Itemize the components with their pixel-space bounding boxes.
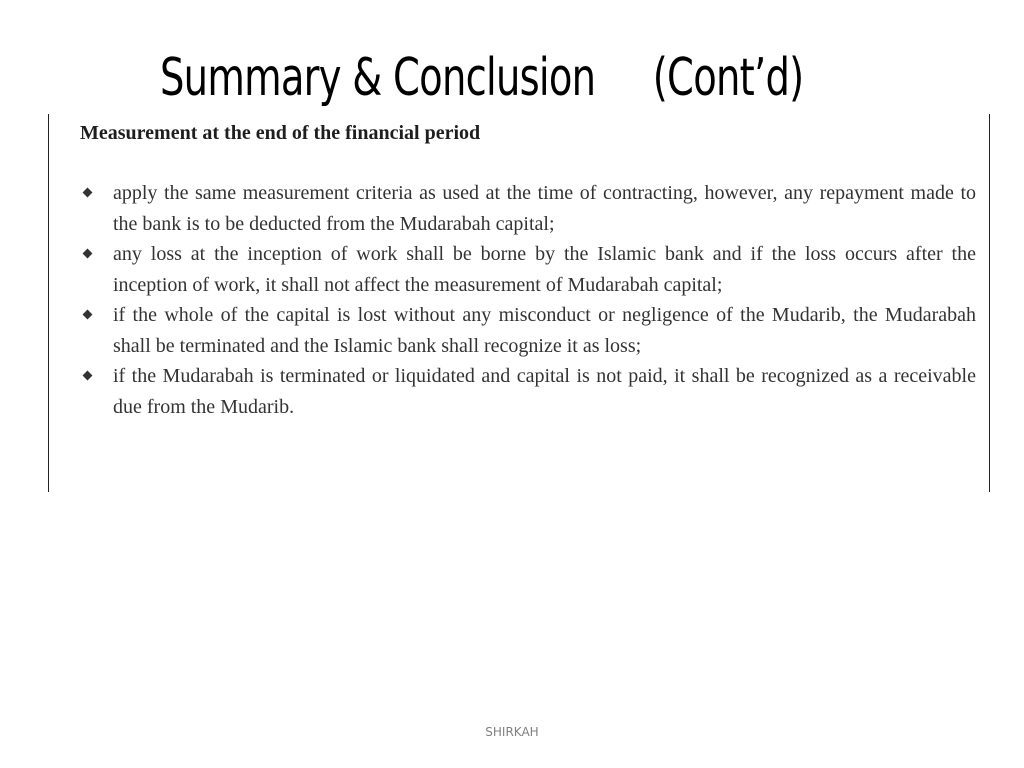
section-heading: Measurement at the end of the financial period	[80, 122, 481, 144]
bullet-text: apply the same measurement criteria as used at the time of contracting, however, any repayment made to the bank is to be deducted from the Mudarabah capital;	[113, 182, 976, 235]
footer-label: SHIRKAH	[485, 725, 539, 739]
bullet-item	[80, 361, 976, 422]
slide-title: Summary & Conclusion (Cont’d)	[160, 48, 804, 108]
content-box	[48, 114, 990, 492]
bullet-text: any loss at the inception of work shall be borne by the Islamic bank and if the loss occurs after the inception of work, it shall not affect the measurement of Mudarabah capital;	[113, 243, 976, 296]
bullet-diamond-icon	[83, 371, 93, 381]
bullet-item	[80, 178, 976, 239]
bullet-item	[80, 300, 976, 361]
bullet-item	[80, 239, 976, 300]
bullet-diamond-icon	[83, 249, 93, 259]
bullet-list	[80, 178, 976, 422]
bullet-diamond-icon	[83, 310, 93, 320]
bullet-text: if the whole of the capital is lost without any misconduct or negligence of the Mudarib, the Mudarabah shall be terminated and the Islamic bank shall recognize it as loss;	[113, 304, 976, 357]
bullet-diamond-icon	[83, 188, 93, 198]
bullet-text: if the Mudarabah is terminated or liquidated and capital is not paid, it shall be recognized as a receivable due from the Mudarib.	[113, 365, 976, 418]
